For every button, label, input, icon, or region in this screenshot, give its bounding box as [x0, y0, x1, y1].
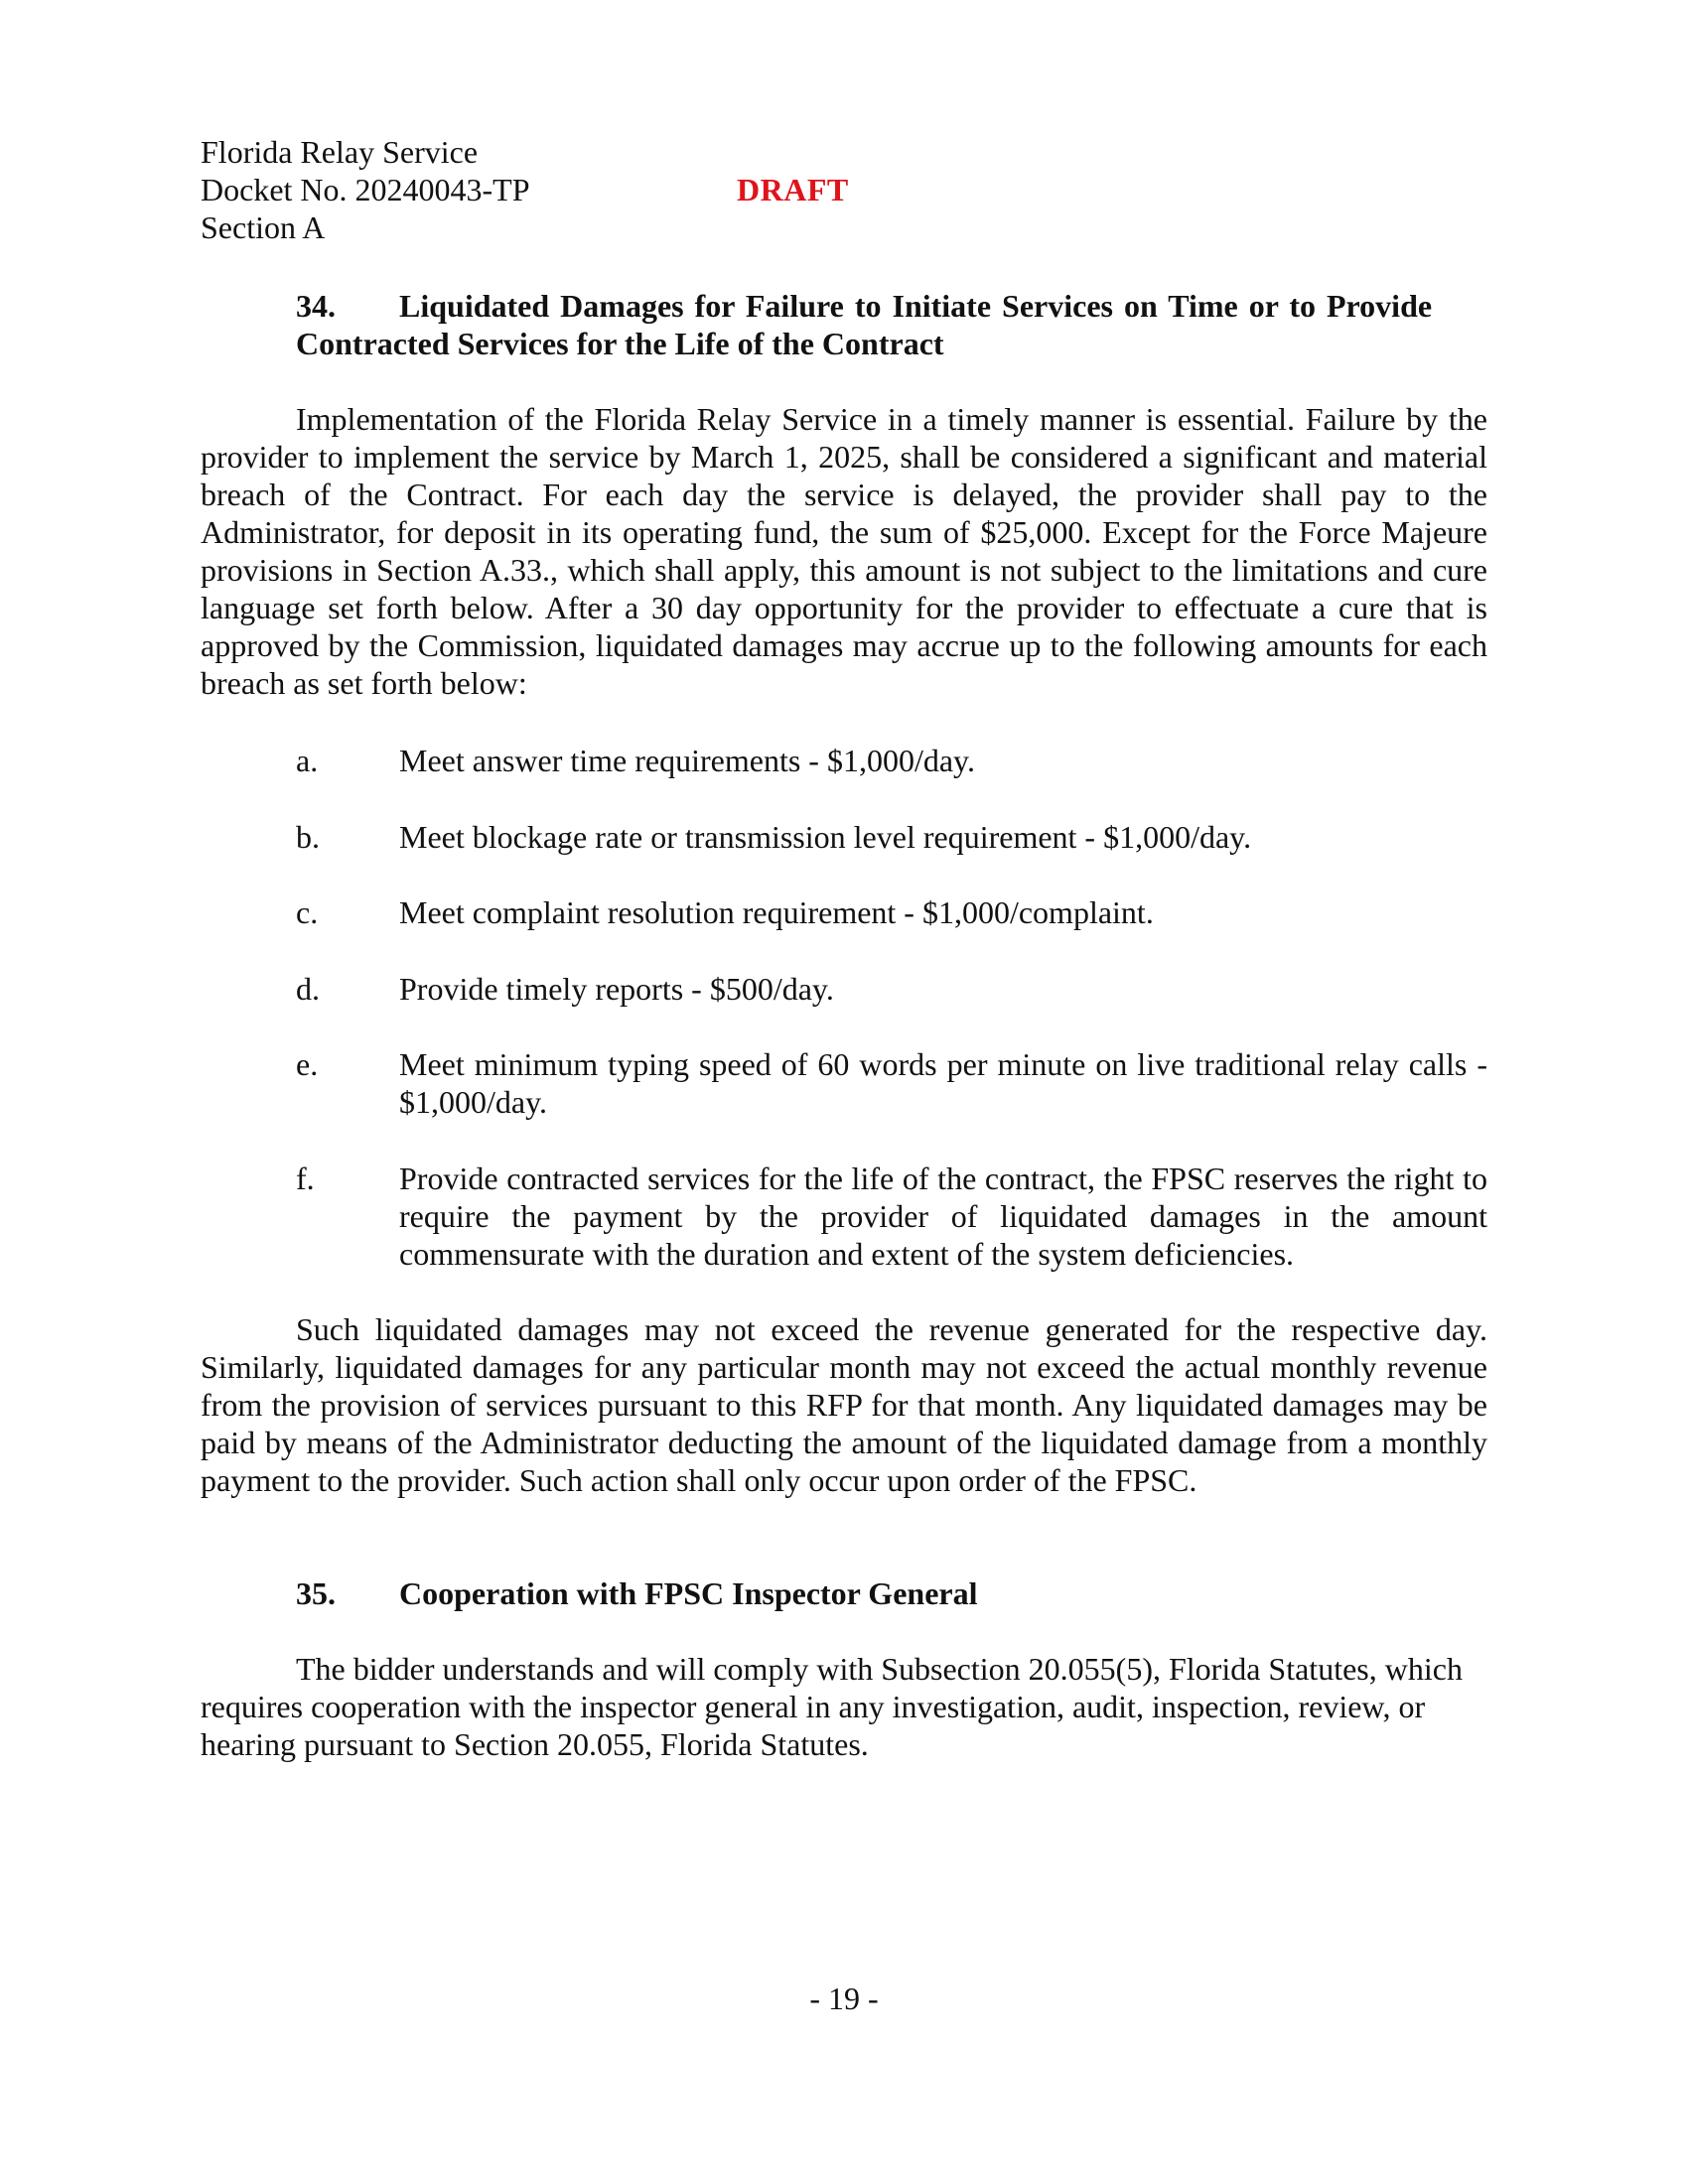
list-item-text: Meet complaint resolution requirement - $1,000/complaint. [399, 894, 1154, 930]
list-item-letter: b. [296, 819, 320, 855]
section-34-intro-paragraph: Implementation of the Florida Relay Service in a timely manner is essential. Failure by the provider to implement the service by March 1, 2025, shall be considered a significant and material breach of the Contract. For each day the service is delayed, the provider shall pay to the Administrator, for deposit in its operating fund, the sum of $25,000. Except for the Force Majeure provisions in Section A.33., which shall apply, this amount is not subject to the limitations and cure language set forth below. After a 30 day opportunity for the provider to effectuate a cure that is approved by the Commission, liquidated damages may accrue up to the following amounts for each breach as set forth below: [201, 401, 1487, 701]
list-item-letter: d. [296, 971, 320, 1007]
list-item-text: Provide timely reports - $500/day. [399, 971, 834, 1007]
list-item-letter: c. [296, 894, 319, 930]
section-35-body-paragraph: The bidder understands and will comply with Subsection 20.055(5), Florida Statutes, which requires cooperation with the inspector general in any investigation, audit, inspection, review, or hearing pursuant to Section 20.055, Florida Statutes. [201, 1651, 1463, 1762]
page-number: - 19 - [809, 1980, 879, 2016]
document-header [201, 133, 1491, 246]
list-item-letter: f. [296, 1160, 315, 1196]
section-34-heading [296, 287, 1432, 325]
draft-stamp: DRAFT [737, 172, 849, 207]
header-section: Section A [201, 209, 326, 245]
header-docket-number: Docket No. 20240043-TP [201, 172, 530, 207]
list-item-text: Meet blockage rate or transmission level requirement - $1,000/day. [399, 819, 1252, 855]
list-item-letter: a. [296, 743, 319, 778]
section-34-title-line2: Contracted Services for the Life of the Contract [296, 326, 944, 361]
section-35-heading [296, 1574, 977, 1612]
list-item-text: Meet minimum typing speed of 60 words per minute on live traditional relay calls - $1,000/day. [399, 1046, 1487, 1120]
section-34-number: 34. [296, 288, 336, 324]
section-35-title: Cooperation with FPSC Inspector General [399, 1575, 978, 1611]
list-item-text: Meet answer time requirements - $1,000/day. [399, 743, 975, 778]
list-item-text: Provide contracted services for the life of the contract, the FPSC reserves the right to require the payment by the provider of liquidated damages in the amount commensurate with the duration and extent of the system deficiencies. [399, 1160, 1487, 1272]
section-35-number: 35. [296, 1575, 336, 1611]
header-program-name: Florida Relay Service [201, 134, 479, 170]
section-34-title-line1: Liquidated Damages for Failure to Initiate Services on Time or to Provide [399, 288, 1433, 324]
section-34-closing-paragraph: Such liquidated damages may not exceed the revenue generated for the respective day. Similarly, liquidated damages for any particular month may not exceed the actual monthly revenue from the provision of services pursuant to this RFP for that month. Any liquidated damages may be paid by means of the Administrator deducting the amount of the liquidated damage from a monthly payment to the provider. Such action shall only occur upon order of the FPSC. [201, 1311, 1487, 1498]
list-item-letter: e. [296, 1046, 319, 1082]
